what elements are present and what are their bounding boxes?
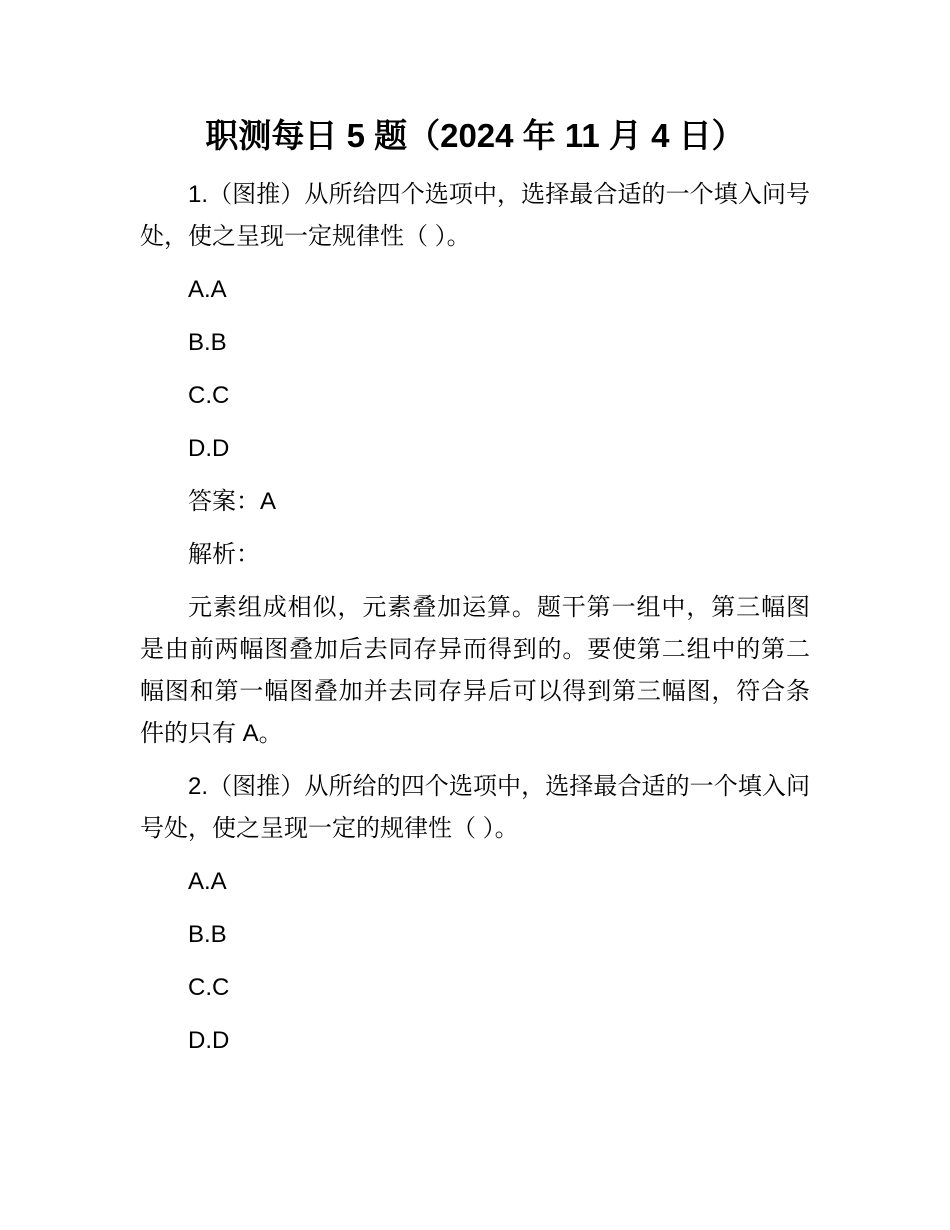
- document-title: 职测每日 5 题（2024 年 11 月 4 日）: [205, 117, 745, 154]
- question-2-option-c: C.C: [188, 974, 230, 1001]
- question-2-block: [140, 766, 810, 1062]
- question-1-stem: 1.（图推）从所给四个选项中，选择最合适的一个填入问号处，使之呈现一定规律性（ ）。: [140, 181, 810, 250]
- question-1-option-a: A.A: [188, 276, 227, 303]
- question-2-stem: 2.（图推）从所给的四个选项中，选择最合适的一个填入问号处，使之呈现一定的规律性（ ）。: [140, 773, 810, 842]
- question-1-analysis: 元素组成相似，元素叠加运算。题干第一组中，第三幅图是由前两幅图叠加后去同存异而得到的。要使第二组中的第二幅图和第一幅图叠加并去同存异后可以得到第三幅图，符合条件的只有 A。: [140, 594, 810, 747]
- question-1-option-b: B.B: [188, 329, 227, 356]
- question-2-option-a: A.A: [188, 868, 227, 895]
- question-2-option-b: B.B: [188, 921, 227, 948]
- question-1-analysis-label: 解析：: [188, 541, 260, 568]
- question-2-option-d: D.D: [188, 1027, 230, 1054]
- question-1-option-d: D.D: [188, 435, 230, 462]
- question-1-option-c: C.C: [188, 382, 230, 409]
- question-1-answer: 答案：A: [188, 488, 277, 515]
- question-1-block: [140, 174, 810, 755]
